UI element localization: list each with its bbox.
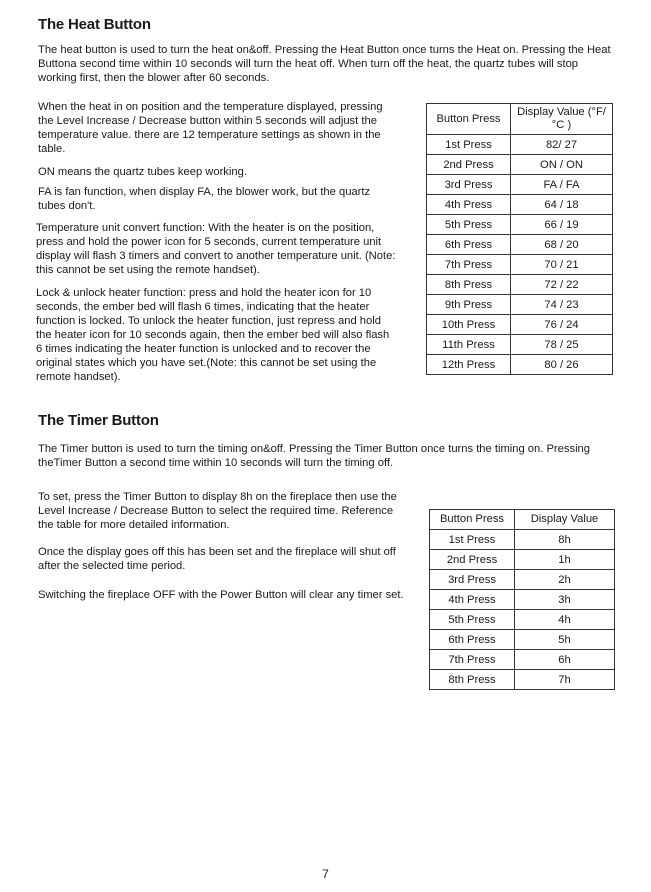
- display-value-cell: 82/ 27: [511, 135, 613, 155]
- table-row: [427, 335, 613, 355]
- button-press-cell: 6th Press: [427, 235, 511, 255]
- display-value-cell: 8h: [515, 530, 615, 550]
- button-press-cell: 8th Press: [427, 275, 511, 295]
- column-header: Button Press: [430, 510, 515, 530]
- timer-settings-table: [429, 509, 615, 690]
- button-press-cell: 4th Press: [430, 590, 515, 610]
- button-press-cell: 12th Press: [427, 355, 511, 375]
- table-row: [427, 175, 613, 195]
- button-press-cell: 1st Press: [427, 135, 511, 155]
- heat-unit-convert-paragraph: Temperature unit convert function: With the heater is on the position, press and hold the power icon for 5 seconds, current temperature unit display will flash 3 timers and convert to another temperature unit. (Note: this cannot be set using the remote handset).: [36, 222, 396, 276]
- column-header: Display Value: [515, 510, 615, 530]
- timer-clear-paragraph: Switching the fireplace OFF with the Power Button will clear any timer set.: [38, 589, 404, 601]
- table-header-row: [430, 510, 615, 530]
- display-value-cell: 74 / 23: [511, 295, 613, 315]
- table-row: [427, 235, 613, 255]
- button-press-cell: 9th Press: [427, 295, 511, 315]
- display-value-cell: 72 / 22: [511, 275, 613, 295]
- table-row: [430, 590, 615, 610]
- button-press-cell: 5th Press: [427, 215, 511, 235]
- display-value-cell: 5h: [515, 630, 615, 650]
- button-press-cell: 2nd Press: [430, 550, 515, 570]
- table-row: [430, 610, 615, 630]
- table-row: [427, 315, 613, 335]
- timer-section-title: The Timer Button: [38, 412, 159, 429]
- column-header: Display Value (°F/°C ): [511, 104, 613, 135]
- display-value-cell: 64 / 18: [511, 195, 613, 215]
- display-value-cell: 4h: [515, 610, 615, 630]
- display-value-cell: 6h: [515, 650, 615, 670]
- table-row: [430, 550, 615, 570]
- table-row: [427, 135, 613, 155]
- table-row: [430, 570, 615, 590]
- timer-intro-paragraph: The Timer button is used to turn the timing on&off. Pressing the Timer Button once turns the timing on. Pressing theTimer Button a second time within 10 seconds will turn the timing off.: [38, 443, 590, 469]
- table-row: [430, 530, 615, 550]
- table-row: [427, 255, 613, 275]
- display-value-cell: 2h: [515, 570, 615, 590]
- table-row: [427, 355, 613, 375]
- button-press-cell: 7th Press: [427, 255, 511, 275]
- timer-set-paragraph: To set, press the Timer Button to display 8h on the fireplace then use the Level Increase / Decrease Button to select the required time. Reference the table for more detailed information.: [38, 491, 397, 531]
- display-value-cell: 80 / 26: [511, 355, 613, 375]
- button-press-cell: 8th Press: [430, 670, 515, 690]
- table-row: [427, 275, 613, 295]
- button-press-cell: 7th Press: [430, 650, 515, 670]
- table-row: [430, 630, 615, 650]
- button-press-cell: 3rd Press: [430, 570, 515, 590]
- table-row: [430, 650, 615, 670]
- display-value-cell: FA / FA: [511, 175, 613, 195]
- button-press-cell: 11th Press: [427, 335, 511, 355]
- heat-intro-paragraph: The heat button is used to turn the heat on&off. Pressing the Heat Button once turns the Heat on. Pressing the Heat Buttona second time within 10 seconds will turn the heat off. When turn off the heat, the quartz tubes will stop working first, then the blower after 60 seconds.: [38, 44, 611, 84]
- table-header-row: [427, 104, 613, 135]
- display-value-cell: 78 / 25: [511, 335, 613, 355]
- table-row: [430, 670, 615, 690]
- display-value-cell: ON / ON: [511, 155, 613, 175]
- display-value-cell: 70 / 21: [511, 255, 613, 275]
- timer-display-off-paragraph: Once the display goes off this has been set and the fireplace will shut off after the selected time period.: [38, 546, 396, 572]
- heat-section-title: The Heat Button: [38, 16, 151, 33]
- page-number: 7: [322, 867, 329, 881]
- button-press-cell: 3rd Press: [427, 175, 511, 195]
- column-header: Button Press: [427, 104, 511, 135]
- table-row: [427, 195, 613, 215]
- button-press-cell: 10th Press: [427, 315, 511, 335]
- display-value-cell: 7h: [515, 670, 615, 690]
- heat-settings-table: [426, 103, 613, 375]
- table-row: [427, 295, 613, 315]
- display-value-cell: 1h: [515, 550, 615, 570]
- button-press-cell: 5th Press: [430, 610, 515, 630]
- display-value-cell: 66 / 19: [511, 215, 613, 235]
- button-press-cell: 1st Press: [430, 530, 515, 550]
- display-value-cell: 68 / 20: [511, 235, 613, 255]
- heat-on-paragraph: ON means the quartz tubes keep working.: [38, 166, 247, 178]
- display-value-cell: 76 / 24: [511, 315, 613, 335]
- button-press-cell: 4th Press: [427, 195, 511, 215]
- table-row: [427, 215, 613, 235]
- display-value-cell: 3h: [515, 590, 615, 610]
- heat-adjust-paragraph: When the heat in on position and the temperature displayed, pressing the Level Increase / Decrease button within 5 seconds will adjust the temperature value. there are 12 temperature settings as shown in the table.: [38, 101, 383, 155]
- table-row: [427, 155, 613, 175]
- button-press-cell: 6th Press: [430, 630, 515, 650]
- heat-fan-paragraph: FA is fan function, when display FA, the blower work, but the quartz tubes don't.: [38, 186, 371, 212]
- button-press-cell: 2nd Press: [427, 155, 511, 175]
- heat-lock-paragraph: Lock & unlock heater function: press and hold the heater icon for 10 seconds, the ember bed will flash 6 times, indicating that the heater function is locked. To unlock the heater function, just repress and hold the heater icon for 10 seconds again, then the ember bed will also flash 6 times indicating the heater function is unlocked and to recover the original states which you have set.(Note: this cannot be set using the remote handset).: [36, 287, 390, 383]
